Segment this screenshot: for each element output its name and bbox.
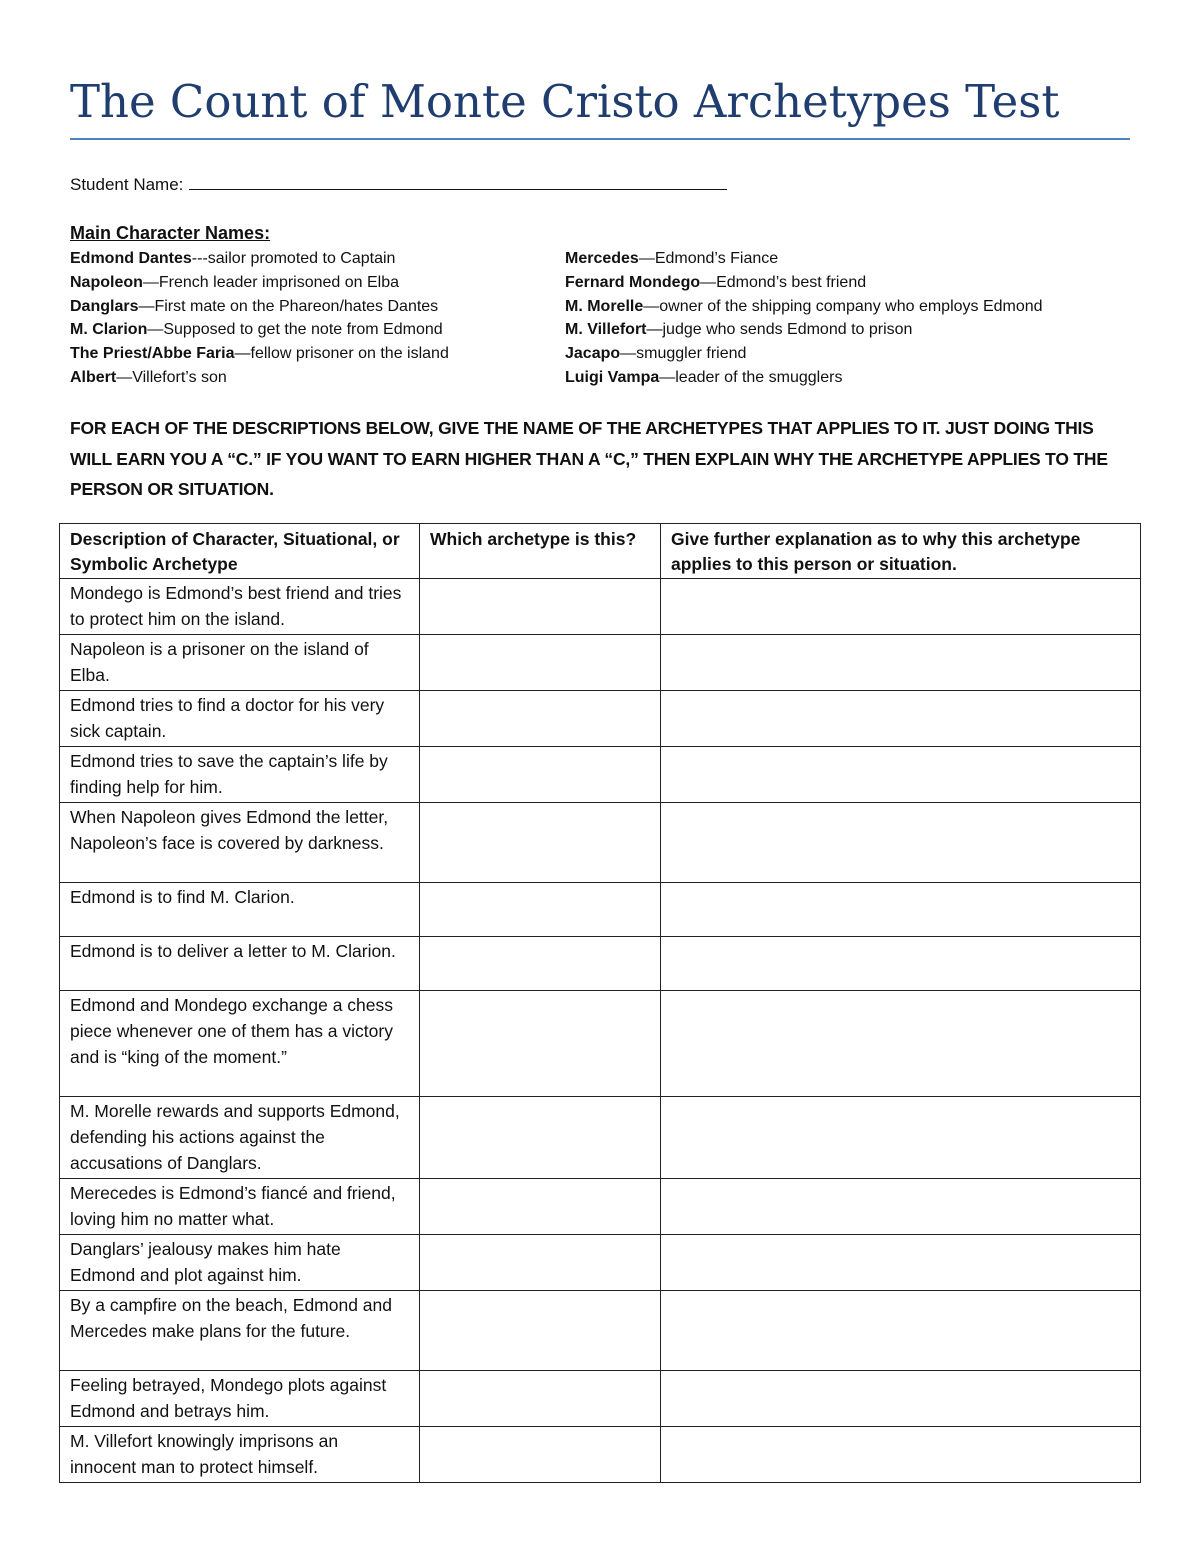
character-entry: [70, 318, 550, 342]
characters-list-right: [565, 247, 1130, 390]
character-desc: fellow prisoner on the island: [250, 345, 449, 363]
student-name-label: Student Name:: [70, 175, 184, 194]
archetype-answer-cell[interactable]: [420, 991, 661, 1097]
archetype-table: [59, 523, 1141, 1483]
row-description: Edmond tries to save the captain’s life by finding help for him.: [60, 747, 420, 803]
row-description: Feeling betrayed, Mondego plots against Edmond and betrays him.: [60, 1371, 420, 1427]
archetype-answer-cell[interactable]: [420, 1371, 661, 1427]
explanation-answer-cell[interactable]: [661, 991, 1141, 1097]
row-description: When Napoleon gives Edmond the letter, Napoleon’s face is covered by darkness.: [60, 803, 420, 883]
table-row: [60, 803, 1141, 883]
character-entry: [70, 271, 550, 295]
row-description: Danglars’ jealousy makes him hate Edmond and plot against him.: [60, 1235, 420, 1291]
student-name-blank[interactable]: [189, 172, 727, 190]
character-desc: French leader imprisoned on Elba: [158, 273, 400, 291]
character-name: Danglars: [70, 297, 139, 315]
archetype-answer-cell[interactable]: [420, 1097, 661, 1179]
character-desc: leader of the smugglers: [675, 368, 843, 386]
character-separator: —: [659, 368, 676, 386]
table-row: [60, 883, 1141, 937]
characters-list-left: [70, 247, 550, 390]
character-separator: —: [646, 321, 663, 339]
archetype-answer-cell[interactable]: [420, 579, 661, 635]
character-desc: Villefort’s son: [132, 368, 227, 386]
row-description: Edmond tries to find a doctor for his very sick captain.: [60, 691, 420, 747]
page-title: The Count of Monte Cristo Archetypes Test: [70, 75, 1060, 128]
table-header-row: [60, 524, 1141, 579]
character-separator: —: [234, 345, 251, 363]
character-name: Albert: [70, 368, 117, 386]
table-row: [60, 747, 1141, 803]
archetype-answer-cell[interactable]: [420, 691, 661, 747]
archetype-answer-cell[interactable]: [420, 1235, 661, 1291]
character-desc: Edmond’s best friend: [716, 273, 867, 291]
archetype-answer-cell[interactable]: [420, 883, 661, 937]
table-row: [60, 691, 1141, 747]
character-entry: [70, 247, 550, 271]
row-description: M. Morelle rewards and supports Edmond, defending his actions against the accusations of Danglars.: [60, 1097, 420, 1179]
character-separator: —: [638, 250, 655, 267]
character-entry: [565, 295, 1130, 319]
row-description: Merecedes is Edmond’s fiancé and friend, loving him no matter what.: [60, 1179, 420, 1235]
explanation-answer-cell[interactable]: [661, 635, 1141, 691]
table-row: [60, 579, 1141, 635]
character-separator: —: [147, 321, 164, 339]
header-description: Description of Character, Situational, or Symbolic Archetype: [60, 524, 420, 579]
explanation-answer-cell[interactable]: [661, 1235, 1141, 1291]
explanation-answer-cell[interactable]: [661, 1371, 1141, 1427]
character-name: M. Clarion: [70, 321, 148, 339]
row-description: Mondego is Edmond’s best friend and tries to protect him on the island.: [60, 579, 420, 635]
character-separator: —: [620, 345, 637, 363]
character-name: M. Morelle: [565, 297, 644, 315]
character-name: Napoleon: [70, 273, 143, 291]
explanation-answer-cell[interactable]: [661, 747, 1141, 803]
character-desc: owner of the shipping company who employs Edmond: [659, 297, 1043, 315]
table-row: [60, 1427, 1141, 1483]
character-name: M. Villefort: [565, 321, 647, 339]
row-description: Edmond is to deliver a letter to M. Clarion.: [60, 937, 420, 991]
character-name: Edmond Dantes: [70, 250, 192, 267]
header-archetype: Which archetype is this?: [420, 524, 661, 579]
title-rule: [70, 138, 1130, 140]
explanation-answer-cell[interactable]: [661, 1427, 1141, 1483]
explanation-answer-cell[interactable]: [661, 937, 1141, 991]
character-name: Jacapo: [565, 345, 621, 363]
character-desc: Supposed to get the note from Edmond: [163, 321, 443, 339]
archetype-answer-cell[interactable]: [420, 803, 661, 883]
character-separator: —: [643, 297, 660, 315]
character-name: Fernard Mondego: [565, 273, 701, 291]
table-row: [60, 1235, 1141, 1291]
character-entry: [565, 366, 1130, 390]
explanation-answer-cell[interactable]: [661, 579, 1141, 635]
table-row: [60, 991, 1141, 1097]
character-desc: smuggler friend: [636, 345, 747, 363]
character-separator: —: [116, 368, 133, 386]
explanation-answer-cell[interactable]: [661, 691, 1141, 747]
character-entry: [565, 342, 1130, 366]
archetype-answer-cell[interactable]: [420, 1291, 661, 1371]
student-name-line: [70, 172, 727, 197]
table-row: [60, 1097, 1141, 1179]
explanation-answer-cell[interactable]: [661, 1179, 1141, 1235]
row-description: Napoleon is a prisoner on the island of Elba.: [60, 635, 420, 691]
table-row: [60, 1179, 1141, 1235]
row-description: Edmond and Mondego exchange a chess piece whenever one of them has a victory and is “king of the moment.”: [60, 991, 420, 1097]
row-description: M. Villefort knowingly imprisons an innocent man to protect himself.: [60, 1427, 420, 1483]
archetype-answer-cell[interactable]: [420, 1427, 661, 1483]
character-name: Mercedes: [565, 250, 639, 267]
character-name: Luigi Vampa: [565, 368, 660, 386]
explanation-answer-cell[interactable]: [661, 883, 1141, 937]
characters-heading: Main Character Names:: [70, 223, 271, 243]
explanation-answer-cell[interactable]: [661, 803, 1141, 883]
archetype-answer-cell[interactable]: [420, 635, 661, 691]
character-separator: —: [700, 273, 717, 291]
character-separator: —: [142, 273, 159, 291]
archetype-answer-cell[interactable]: [420, 937, 661, 991]
character-entry: [70, 295, 550, 319]
character-desc: sailor promoted to Captain: [207, 250, 396, 267]
explanation-answer-cell[interactable]: [661, 1097, 1141, 1179]
character-entry: [565, 247, 1130, 271]
row-description: Edmond is to find M. Clarion.: [60, 883, 420, 937]
character-entry: [70, 366, 550, 390]
character-entry: [565, 318, 1130, 342]
character-separator: ---: [191, 250, 208, 267]
table-row: [60, 1291, 1141, 1371]
character-desc: First mate on the Phareon/hates Dantes: [154, 297, 439, 315]
instructions: FOR EACH OF THE DESCRIPTIONS BELOW, GIVE THE NAME OF THE ARCHETYPES THAT APPLIES TO IT. JUST DOING THIS WILL EARN YOU A “C.” IF YOU WANT TO EARN HIGHER THAN A “C,” THEN EXPLAIN WHY THE ARCHETYPE APPLIES TO THE PERSON OR SITUATION.: [70, 418, 1108, 499]
character-desc: judge who sends Edmond to prison: [662, 321, 913, 339]
character-entry: [565, 271, 1130, 295]
table-row: [60, 635, 1141, 691]
character-desc: Edmond’s Fiance: [654, 250, 779, 267]
table-row: [60, 1371, 1141, 1427]
row-description: By a campfire on the beach, Edmond and Mercedes make plans for the future.: [60, 1291, 420, 1371]
character-separator: —: [138, 297, 155, 315]
archetype-answer-cell[interactable]: [420, 747, 661, 803]
character-entry: [70, 342, 550, 366]
header-explanation: Give further explanation as to why this archetype applies to this person or situation.: [661, 524, 1141, 579]
character-name: The Priest/Abbe Faria: [70, 345, 235, 363]
archetype-answer-cell[interactable]: [420, 1179, 661, 1235]
explanation-answer-cell[interactable]: [661, 1291, 1141, 1371]
table-row: [60, 937, 1141, 991]
